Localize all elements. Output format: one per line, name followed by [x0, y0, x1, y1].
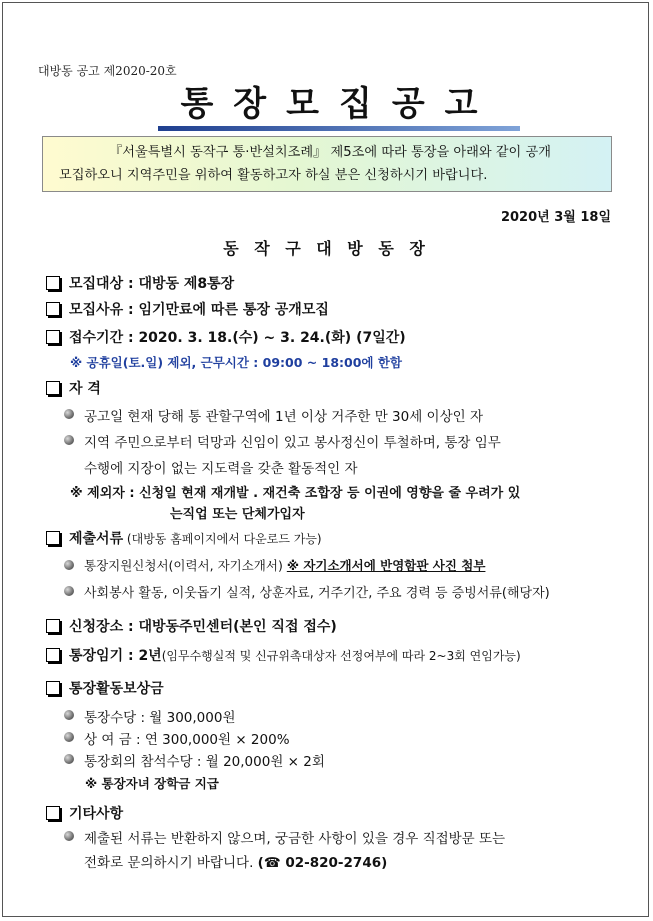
- apply-place-text: 신청장소 : 대방동주민센터(본인 직접 접수): [69, 619, 337, 635]
- term-text: [69, 645, 521, 665]
- section-apply-place: [46, 616, 337, 636]
- exclusion-line-1: ※ 제외자 : 신청일 현재 재개발 . 재건축 조합장 등 이권에 영향을 줄 우려가 있: [70, 486, 521, 501]
- section-period: [46, 327, 406, 347]
- section-qualification: [46, 378, 101, 398]
- documents-heading-label: 제출서류: [69, 531, 124, 547]
- checkbox-icon: [46, 619, 60, 633]
- recruit-target-text: 모집대상 : 대방동 제8통장: [69, 276, 235, 292]
- compensation-bullet-3-text: 통장회의 참석수당 : 월 20,000원 × 2회: [84, 754, 325, 770]
- intro-box: [42, 136, 612, 192]
- period-text: 접수기간 : 2020. 3. 18.(수) ~ 3. 24.(화) (7일간): [69, 330, 406, 346]
- section-other: [46, 803, 123, 823]
- qualification-heading: 자 격: [69, 381, 101, 397]
- checkbox-icon: [46, 648, 60, 662]
- documents-bullet-2: [64, 582, 550, 601]
- compensation-note: ※ 통장자녀 장학금 지급: [85, 776, 219, 791]
- section-recruit-target: [46, 273, 234, 293]
- section-compensation: [46, 678, 164, 698]
- checkbox-icon: [46, 276, 60, 290]
- other-line-2-text: 전화로 문의하시기 바랍니다.: [84, 855, 258, 871]
- checkbox-icon: [46, 330, 60, 344]
- bullet-icon: [64, 754, 74, 764]
- title-underline: [158, 126, 520, 131]
- section-term: [46, 645, 521, 665]
- intro-line-1: 『서울특별시 동작구 통·반설치조례』 제5조에 따라 통장을 아래와 같이 공개: [109, 145, 551, 160]
- bullet-icon: [64, 560, 74, 570]
- notice-date: 2020년 3월 18일: [500, 210, 611, 225]
- compensation-bullet-2: [64, 728, 290, 748]
- checkbox-icon: [46, 531, 60, 545]
- term-bold: 통장임기 : 2년: [69, 648, 162, 664]
- bullet-icon: [64, 710, 74, 720]
- documents-heading-note: (대방동 홈페이지에서 다운로드 가능): [123, 532, 322, 546]
- bullet-icon: [64, 586, 74, 596]
- qualification-bullet-2-cont: 수행에 지장이 없는 지도력을 갖춘 활동적인 자: [84, 461, 358, 477]
- other-heading: 기타사항: [69, 806, 124, 822]
- documents-bullet-1-text: [84, 556, 485, 574]
- bullet-icon: [64, 732, 74, 742]
- qualification-bullet-1-text: 공고일 현재 당해 통 관할구역에 1년 이상 거주한 만 30세 이상인 자: [84, 409, 483, 425]
- documents-bullet-1: [64, 556, 485, 574]
- other-bullet-1: [64, 827, 505, 847]
- compensation-bullet-1-text: 통장수당 : 월 300,000원: [84, 710, 236, 726]
- documents-heading: [69, 528, 322, 548]
- recruit-reason-text: 모집사유 : 임기만료에 따른 통장 공개모집: [69, 302, 329, 318]
- bullet-icon: [64, 435, 74, 445]
- compensation-bullet-1: [64, 706, 236, 726]
- section-documents: [46, 528, 322, 548]
- page-title: 통장모집공고: [180, 84, 498, 124]
- compensation-bullet-2-text: 상 여 금 : 연 300,000원 × 200%: [84, 732, 290, 748]
- period-note: ※ 공휴일(토.일) 제외, 근무시간 : 09:00 ~ 18:00에 한함: [70, 355, 402, 370]
- qualification-bullet-2: [64, 431, 501, 451]
- section-recruit-reason: [46, 299, 329, 319]
- compensation-heading: 통장활동보상금: [69, 681, 164, 697]
- documents-bullet-1-underlined: ※ 자기소개서에 반영함판 사진 첨부: [286, 558, 486, 573]
- term-note: (임무수행실적 및 신규위촉대상자 선정여부에 따라 2~3회 연임가능): [161, 649, 521, 663]
- phone-number: (☎ 02-820-2746): [257, 855, 388, 871]
- checkbox-icon: [46, 681, 60, 695]
- exclusion-note: [70, 483, 520, 525]
- notice-number: 대방동 공고 제2020-20호: [38, 64, 177, 78]
- exclusion-line-2: 는직업 또는 단체가입자: [170, 507, 305, 522]
- intro-line-2: 모집하오니 지역주민을 위하여 활동하고자 하실 분은 신청하시기 바랍니다.: [59, 168, 488, 183]
- checkbox-icon: [46, 302, 60, 316]
- bullet-icon: [64, 409, 74, 419]
- checkbox-icon: [46, 381, 60, 395]
- qualification-bullet-2-text: 지역 주민으로부터 덕망과 신임이 있고 봉사정신이 투철하며, 통장 임무: [84, 435, 501, 451]
- other-line-2: [84, 851, 387, 871]
- checkbox-icon: [46, 806, 60, 820]
- documents-bullet-2-text: 사회봉사 활동, 이웃돕기 실적, 상훈자료, 거주기간, 주요 경력 등 증빙서류(해당자): [84, 586, 550, 601]
- other-line-1: 제출된 서류는 반환하지 않으며, 궁금한 사항이 있을 경우 직접방문 또는: [84, 831, 506, 847]
- bullet-icon: [64, 831, 74, 841]
- compensation-bullet-3: [64, 750, 325, 770]
- documents-bullet-1-plain: 통장지원신청서(이력서, 자기소개서): [84, 558, 287, 573]
- qualification-bullet-1: [64, 405, 483, 425]
- issuer: 동 작 구 대 방 동 장: [223, 239, 430, 258]
